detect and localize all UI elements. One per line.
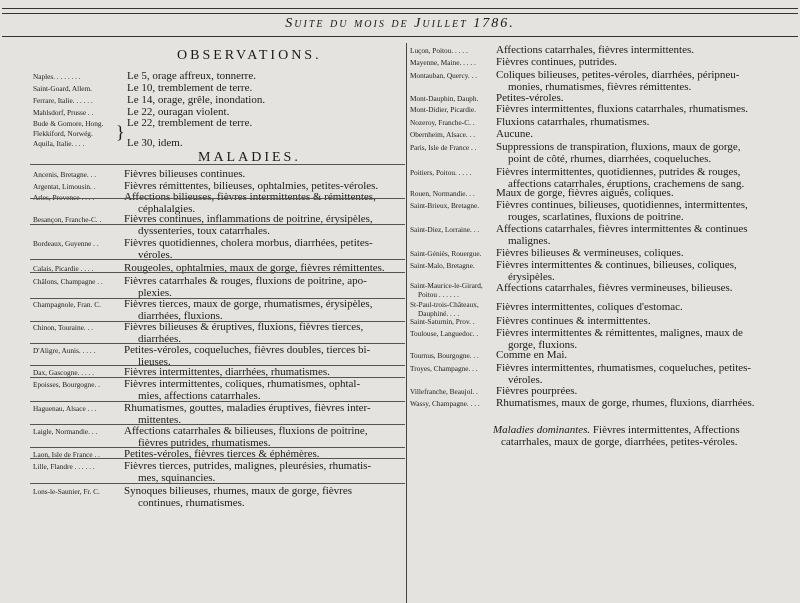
observation-text: Le 22, tremblement de terre. — [127, 117, 253, 129]
maladie-text: Fièvres continues, bilieuses, quotidiennes, intermittentes, — [496, 199, 748, 211]
maladie-text: céphalalgies. — [138, 203, 196, 215]
maladie-text: Affections bilieuses, fièvres intermittentes & rémittentes, — [124, 191, 376, 203]
entry-separator — [30, 259, 405, 260]
maladie-text: rouges, scarlatines, fluxions de poitrine. — [508, 211, 684, 223]
maladie-text: Fièvres tierces, maux de gorge, rhumatismes, érysipèles, — [124, 298, 373, 310]
entry-separator — [30, 377, 405, 378]
maladies-dominantes — [493, 424, 740, 448]
maladie-text: Fièvres intermittentes, coliques d'estomac. — [496, 301, 683, 313]
maladie-place: Montauban, Quercy. . . — [410, 71, 478, 80]
maladie-place: Saint-Saturnin, Prov. . — [410, 317, 475, 326]
maladie-text: Rhumatismes, gouttes, maladies éruptives, fièvres inter- — [124, 402, 371, 414]
maladie-text: véroles. — [508, 374, 543, 386]
maladie-place: Lons-le-Saunier, Fr. C. — [33, 487, 100, 496]
maladie-text: gorge, fluxions. — [508, 339, 578, 351]
entry-separator — [30, 272, 405, 273]
maladie-place: Saint-Diez, Lorraine. . . — [410, 225, 480, 234]
maladie-text: malignes. — [508, 235, 551, 247]
maladie-text: Coliques bilieuses, petites-véroles, diarrhées, péripneu- — [496, 69, 740, 81]
entry-separator — [30, 458, 405, 459]
maladie-place: Wassy, Champagne. . . . — [410, 399, 480, 408]
maladie-text: diarrhées, fluxions. — [138, 310, 223, 322]
maladie-place: Ancenis, Bretagne. . . — [33, 170, 97, 179]
observation-place: Bude & Gomore, Hong. — [33, 119, 104, 128]
observation-place: Ferrare, Italie. . . . . . — [33, 96, 93, 105]
maladie-place: Haguenau, Alsace . . . — [33, 404, 97, 413]
maladie-place: Laon, Isle de France . . — [33, 450, 100, 459]
maladie-place: Tournus, Bourgogne. . . — [410, 351, 479, 360]
maladie-place: Epoisses, Bourgogne. . — [33, 380, 100, 389]
maladie-place: Obernheim, Alsace. . . — [410, 130, 476, 139]
maladie-place: Saint-Brieux, Bretagne. — [410, 201, 480, 210]
maladie-place: Arles, Provence . . . . — [33, 193, 95, 202]
maladie-text: Affections catarrhales, fièvres intermittentes & continues — [496, 223, 748, 235]
observation-place: Aquila, Italie. . . . — [33, 139, 85, 148]
observation-text: Le 5, orage affreux, tonnerre. — [127, 70, 256, 82]
maladie-place: Lille, Flandre . . . . . . — [33, 462, 95, 471]
maladie-text: Fièvres tierces, putrides, malignes, pleurésies, rhumatis- — [124, 460, 372, 472]
observations-title: OBSERVATIONS. — [177, 48, 322, 63]
maladie-text: Fièvres intermittentes & continues, bilieuses, coliques, — [496, 259, 737, 271]
maladie-text: Fièvres continues & intermittentes. — [496, 315, 651, 327]
maladie-text: Affections catarrhales & bilieuses, fluxions de poitrine, — [124, 425, 368, 437]
maladie-text: Synoques bilieuses, rhumes, maux de gorge, fièvres — [124, 485, 353, 497]
maladie-text: Aucune. — [496, 128, 533, 140]
maladie-text: point de côté, rhumes, diarrhées, coqueluches. — [508, 153, 712, 165]
entry-separator — [30, 343, 405, 344]
header-top-rule — [2, 8, 798, 9]
header-title: Suite du mois de Juillet 1786. — [285, 16, 515, 31]
observation-text: Le 30, idem. — [127, 137, 183, 149]
maladie-text: Fièvres catarrhales & rouges, fluxions de poitrine, apo- — [124, 275, 367, 287]
maladie-text: Fièvres bilieuses continues. — [124, 168, 246, 180]
maladie-place: St-Paul-trois-Châteaux, — [410, 300, 479, 309]
dominantes-label: Maladies dominantes. — [493, 424, 591, 436]
entry-separator — [30, 424, 405, 425]
maladie-place: Troyes, Champagne. . . — [410, 364, 478, 373]
maladie-place: Mayenne, Maine. . . . . — [410, 58, 476, 67]
maladie-text: Fièvres intermittentes, coliques, rhumatismes, ophtal- — [124, 378, 361, 390]
maladie-place: Dax, Gascogne. . . . . — [33, 368, 94, 377]
maladie-place: Saint-Malo, Bretagne. — [410, 261, 475, 270]
maladie-place: Saint-Géniès, Rouergue. — [410, 249, 482, 258]
maladie-place: Laigle, Normandie. . . — [33, 427, 98, 436]
maladie-place: Saint-Maurice-le-Girard, — [410, 281, 483, 290]
observation-brace: } — [116, 122, 125, 142]
maladie-text: Affections catarrhales, fièvres vermineuses, bilieuses. — [496, 282, 733, 294]
maladie-place: D'Aligre, Aunis. . . . . — [33, 346, 96, 355]
maladie-text: Maux de gorge, fièvres aiguës, coliques. — [496, 187, 674, 199]
maladie-text: Fièvres continues, inflammations de poitrine, érysipèles, — [124, 213, 373, 225]
entry-separator — [30, 365, 405, 366]
entry-separator — [30, 164, 405, 165]
maladie-text: lieuses. — [138, 356, 171, 368]
maladie-text: Rougeoles, ophtalmies, maux de gorge, fièvres rémittentes. — [124, 262, 385, 274]
observation-place: Saint-Goard, Allem. — [33, 84, 92, 93]
observation-place: Naples. . . . . . . . — [33, 72, 81, 81]
observation-place: Mahlsdorf, Prusse . . — [33, 108, 94, 117]
maladie-text: affections catarrhales, éruptions, crachemens de sang. — [508, 178, 745, 190]
maladie-text: Fièvres intermittentes & rémittentes, malignes, maux de — [496, 327, 743, 339]
maladie-text: monies, rhumatismes, fièvres rémittentes. — [508, 81, 692, 93]
maladie-text: fièvres putrides, rhumatismes. — [138, 437, 271, 449]
maladie-text: Fièvres rémittentes, bilieuses, ophtalmies, petites-véroles. — [124, 180, 379, 192]
maladie-place: Villefranche, Beaujol. . — [410, 387, 478, 396]
maladie-text: mes, squinancies. — [138, 472, 216, 484]
maladie-text: Fluxions catarrhales, rhumatismes. — [496, 116, 650, 128]
maladie-text: mies, affections catarrhales. — [138, 390, 261, 402]
observation-text: Le 22, ouragan violent. — [127, 106, 230, 118]
dominantes-text-1: Fièvres intermittentes, Affections — [592, 424, 740, 436]
maladie-place: Argentat, Limousin. . — [33, 182, 96, 191]
maladie-text: Rhumatismes, maux de gorge, rhumes, fluxions, diarrhées. — [496, 397, 755, 409]
maladie-text: Fièvres intermittentes, fluxions catarrhales, rhumatismes. — [496, 103, 749, 115]
maladie-place: Calais, Picardie . . . . — [33, 264, 94, 273]
maladie-place: Chinon, Touraine. . . — [33, 323, 93, 332]
maladie-text: continues, rhumatismes. — [138, 497, 245, 509]
entry-separator — [30, 198, 405, 199]
maladie-text: Fièvres bilieuses & vermineuses, coliques. — [496, 247, 684, 259]
maladie-place: Besançon, Franche-C. . — [33, 215, 102, 224]
maladie-text: Comme en Mai. — [496, 349, 568, 361]
maladie-place: Bordeaux, Guyenne . . — [33, 239, 99, 248]
observation-text: Le 10, tremblement de terre. — [127, 82, 253, 94]
entry-separator — [30, 224, 405, 225]
observation-text: Le 14, orage, grêle, inondation. — [127, 94, 266, 106]
maladie-place: Châlons, Champagne . . — [33, 277, 103, 286]
maladie-text: Fièvres intermittentes, rhumatismes, coqueluches, petites- — [496, 362, 752, 374]
entry-separator — [30, 401, 405, 402]
observation-place: Flekkiford, Norwég. — [33, 129, 93, 138]
maladie-text: plexies. — [138, 287, 172, 299]
maladies-title: MALADIES. — [198, 150, 301, 165]
column-divider — [406, 43, 407, 603]
maladie-text: Fièvres quotidiennes, cholera morbus, diarrhées, petites- — [124, 237, 373, 249]
maladie-text: Petites-véroles. — [496, 92, 564, 104]
maladie-place: Nozeroy, Franche-C. . — [410, 118, 475, 127]
maladie-place: Dauphiné. . . . — [418, 309, 460, 318]
maladie-text: Petites-véroles, coqueluches, fièvres doubles, tierces bi- — [124, 344, 371, 356]
maladie-text: Fièvres intermittentes, diarrhées, rhumatismes. — [124, 366, 330, 378]
running-header — [2, 13, 798, 37]
maladie-text: mittentes. — [138, 414, 182, 426]
maladie-text: Suppressions de transpiration, fluxions, maux de gorge, — [496, 141, 741, 153]
maladie-place: Poitiers, Poitou. . . . . — [410, 168, 472, 177]
maladie-place: Mont-Dauphin, Dauph. — [410, 94, 479, 103]
entry-separator — [30, 483, 405, 484]
maladie-text: Fièvres intermittentes, quotidiennes, putrides & rouges, — [496, 166, 741, 178]
maladie-text: Affections catarrhales, fièvres intermittentes. — [496, 44, 695, 56]
entry-separator — [30, 447, 405, 448]
maladie-place: Toulouse, Languedoc. . — [410, 329, 479, 338]
entry-separator — [30, 298, 405, 299]
maladie-text: Fièvres bilieuses & éruptives, fluxions, fièvres tierces, — [124, 321, 364, 333]
maladie-text: diarrhées. — [138, 333, 182, 345]
maladie-place: Champagnole, Fran. C. — [33, 300, 101, 309]
maladie-place: Paris, Isle de France . . — [410, 143, 477, 152]
maladie-place: Luçon, Poitou. . . . . — [410, 46, 468, 55]
dominantes-text-2: catarrhales, maux de gorge, diarrhées, petites-véroles. — [501, 436, 738, 448]
entry-separator — [30, 321, 405, 322]
maladie-text: Petites-véroles, fièvres tierces & éphémères. — [124, 448, 320, 460]
maladie-text: dyssenteries, toux catarrhales. — [138, 225, 270, 237]
maladie-text: érysipèles. — [508, 271, 555, 283]
maladie-place: Mont-Didier, Picardie. — [410, 105, 476, 114]
maladie-text: Fièvres continues, putrides. — [496, 56, 617, 68]
maladie-text: Fièvres pourprées. — [496, 385, 578, 397]
maladie-text: véroles. — [138, 249, 173, 261]
maladie-place: Rouen, Normandie. . . — [410, 189, 475, 198]
maladie-place: Poitou . . . . . . — [418, 290, 459, 299]
